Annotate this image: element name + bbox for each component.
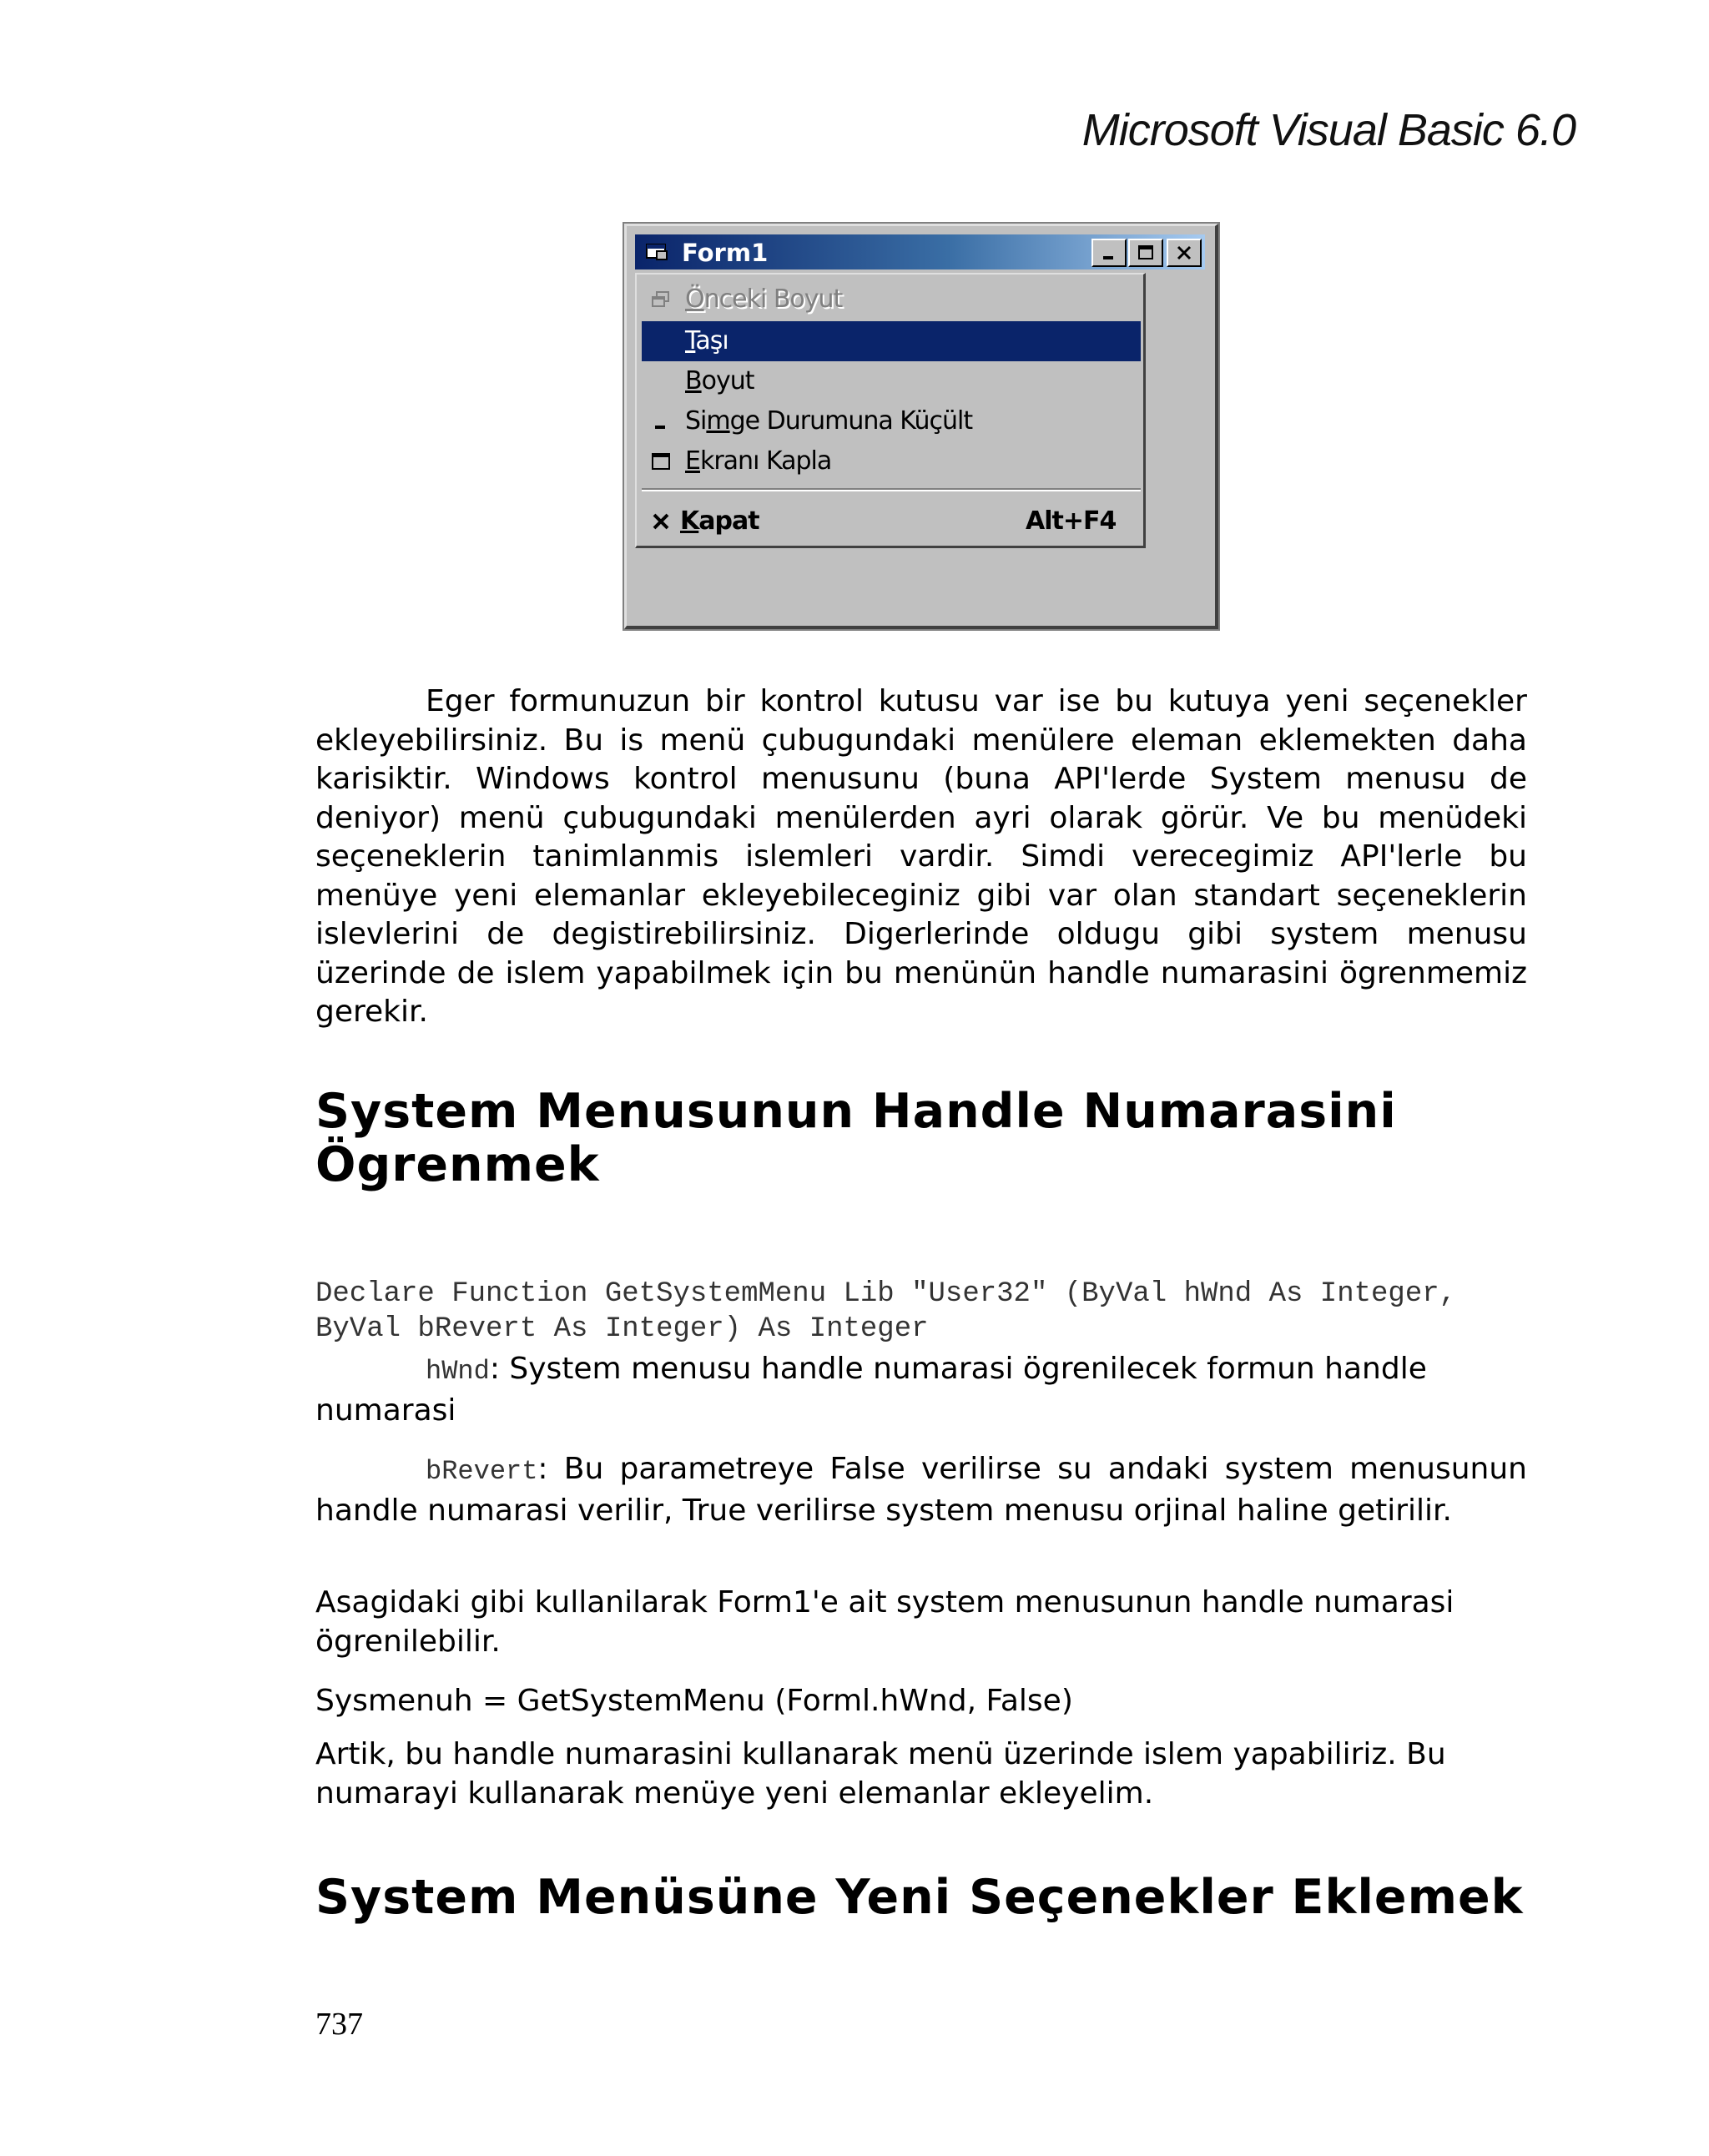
menu-item-minimize[interactable]: Simge Durumuna Küçült bbox=[642, 401, 1141, 441]
closing-paragraph: Artik, bu handle numarasini kullanarak menü üzerinde islem yapabiliriz. Bu numarayi kullanarak menüye yeni elemanlar ekleyelim. bbox=[315, 1737, 1446, 1811]
param-name: bRevert bbox=[426, 1456, 538, 1487]
menu-item-size[interactable]: Boyut bbox=[685, 366, 754, 395]
minimize-icon bbox=[1101, 244, 1117, 261]
restore-icon bbox=[650, 290, 672, 309]
section-heading-handle: System Menusunun Handle Numarasini Ögrenmek bbox=[315, 1084, 1397, 1192]
form-window-screenshot bbox=[624, 224, 1218, 629]
menu-separator bbox=[642, 488, 1141, 491]
param-hwnd-paragraph bbox=[315, 1350, 1527, 1430]
maximize-icon bbox=[1137, 244, 1155, 262]
title-bar bbox=[635, 234, 1205, 270]
maximize-button[interactable] bbox=[1128, 239, 1163, 267]
minimize-icon bbox=[650, 412, 672, 431]
code-line-sysmenuh: Sysmenuh = GetSystemMenu (Forml.hWnd, False) bbox=[315, 1684, 1073, 1718]
running-header: Microsoft Visual Basic 6.0 bbox=[1081, 105, 1575, 155]
intro-paragraph: Eger formunuzun bir kontrol kutusu var ise bu kutuya yeni seçenekler ekleyebilirsiniz. Bu is menü çubugundaki menülere eleman eklemekten daha karisiktir. Windows kontrol menusunu (buna API'lerde System menusu de deniyor) menü çubugundaki menülerden ayri olarak görür. Ve bu menüdeki seçeneklerin tanimlanmis islemleri vardir. Simdi verecegimiz API'lerle bu menüye yeni elemanlar ekleyebileceginiz gibi var olan standart seçeneklerin islevlerini de degistirebilirsiniz. Digerlerinde oldugu gibi system menusu üzerinde de islem yapabilmek için bu menünün handle numarasini ögrenmemiz gerekir. bbox=[315, 684, 1527, 1029]
menu-item-move[interactable]: Taşı bbox=[642, 321, 1141, 361]
usage-paragraph: Asagidaki gibi kullanilarak Form1'e ait system menusunun handle numarasi ögrenilebilir. bbox=[315, 1585, 1454, 1659]
code-declare-getsystemmenu: Declare Function GetSystemMenu Lib "User32" (ByVal hWnd As Integer, ByVal bRevert As Integer) As Integer bbox=[315, 1278, 1474, 1345]
form-icon bbox=[645, 241, 668, 261]
shortcut-label: Alt+F4 bbox=[1026, 506, 1117, 536]
menu-item-close[interactable]: Kapat Alt+F4 bbox=[642, 501, 1141, 542]
param-description: : Bu parametreye False verilirse su andaki system menusunun handle numarasi verilir, True verilirse system menusu orjinal haline getirilir. bbox=[315, 1452, 1527, 1528]
window-title: Form1 bbox=[682, 239, 769, 267]
param-name: hWnd bbox=[426, 1356, 490, 1387]
menu-item-restore: Önceki Boyut bbox=[642, 280, 1141, 320]
param-brevert-paragraph bbox=[315, 1450, 1527, 1530]
menu-item-maximize[interactable]: Ekranı Kapla bbox=[642, 441, 1141, 481]
param-description: : System menusu handle numarasi ögrenilecek formun handle numarasi bbox=[315, 1352, 1427, 1428]
minimize-button[interactable] bbox=[1091, 239, 1127, 267]
close-button[interactable] bbox=[1167, 239, 1202, 267]
close-icon bbox=[1175, 244, 1193, 262]
maximize-icon bbox=[650, 452, 672, 471]
page-number: 737 bbox=[315, 2007, 363, 2042]
section-heading-add-items: System Menüsüne Yeni Seçenekler Eklemek bbox=[315, 1870, 1524, 1925]
close-icon bbox=[650, 512, 672, 531]
system-menu bbox=[635, 273, 1146, 548]
